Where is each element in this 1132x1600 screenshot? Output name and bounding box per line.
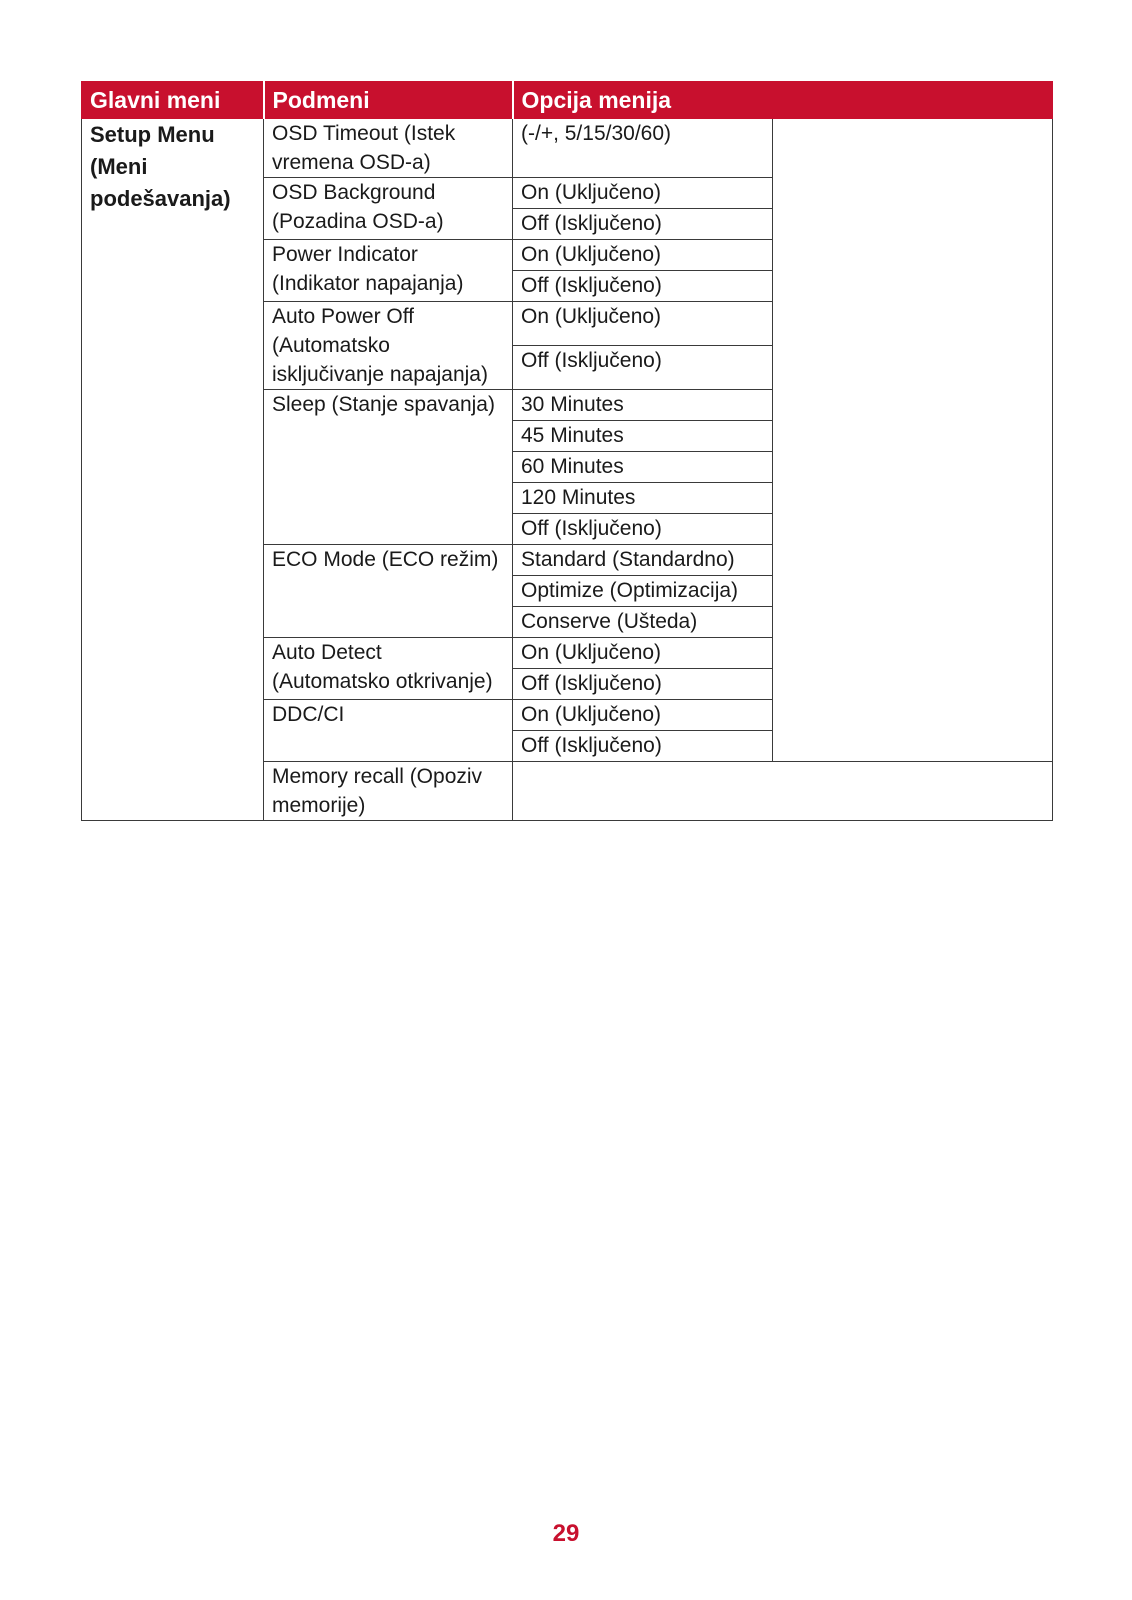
table-header-row [82, 82, 1053, 119]
table-body [82, 119, 1053, 821]
empty-cell [773, 119, 1053, 762]
option-cell: 30 Minutes [513, 390, 773, 421]
menu-table [81, 81, 1053, 821]
empty-option-cell [513, 762, 1053, 821]
option-cell: Off (Isključeno) [513, 669, 773, 700]
option-cell: Off (Isključeno) [513, 514, 773, 545]
option-cell: Off (Isključeno) [513, 346, 773, 390]
option-cell: 120 Minutes [513, 483, 773, 514]
option-cell: On (Uključeno) [513, 178, 773, 209]
header-submenu: Podmeni [264, 82, 513, 119]
option-cell: Optimize (Optimizacija) [513, 576, 773, 607]
submenu-cell: Auto Detect (Automatsko otkrivanje) [264, 638, 513, 700]
option-cell: On (Uključeno) [513, 302, 773, 346]
submenu-cell: DDC/CI [264, 700, 513, 762]
submenu-cell: Auto Power Off (Automatsko isključivanje napajanja) [264, 302, 513, 390]
option-cell: Off (Isključeno) [513, 271, 773, 302]
option-cell: On (Uključeno) [513, 700, 773, 731]
option-cell: 45 Minutes [513, 421, 773, 452]
option-cell: (-/+, 5/15/30/60) [513, 119, 773, 178]
option-cell: Off (Isključeno) [513, 731, 773, 762]
table-row [82, 119, 1053, 178]
submenu-cell: OSD Timeout (Istek vremena OSD-a) [264, 119, 513, 178]
submenu-cell: ECO Mode (ECO režim) [264, 545, 513, 638]
main-menu-cell: Setup Menu (Meni podešavanja) [82, 119, 264, 821]
submenu-cell: Memory recall (Opoziv memorije) [264, 762, 513, 821]
submenu-cell: Power Indicator (Indikator napajanja) [264, 240, 513, 302]
option-cell: 60 Minutes [513, 452, 773, 483]
page-number: 29 [552, 1520, 580, 1547]
option-cell: Conserve (Ušteda) [513, 607, 773, 638]
option-cell: On (Uključeno) [513, 638, 773, 669]
header-menu-option: Opcija menija [513, 82, 1053, 119]
option-cell: On (Uključeno) [513, 240, 773, 271]
header-main-menu: Glavni meni [82, 82, 264, 119]
submenu-cell: Sleep (Stanje spavanja) [264, 390, 513, 545]
option-cell: Off (Isključeno) [513, 209, 773, 240]
option-cell: Standard (Standardno) [513, 545, 773, 576]
submenu-cell: OSD Background (Pozadina OSD-a) [264, 178, 513, 240]
